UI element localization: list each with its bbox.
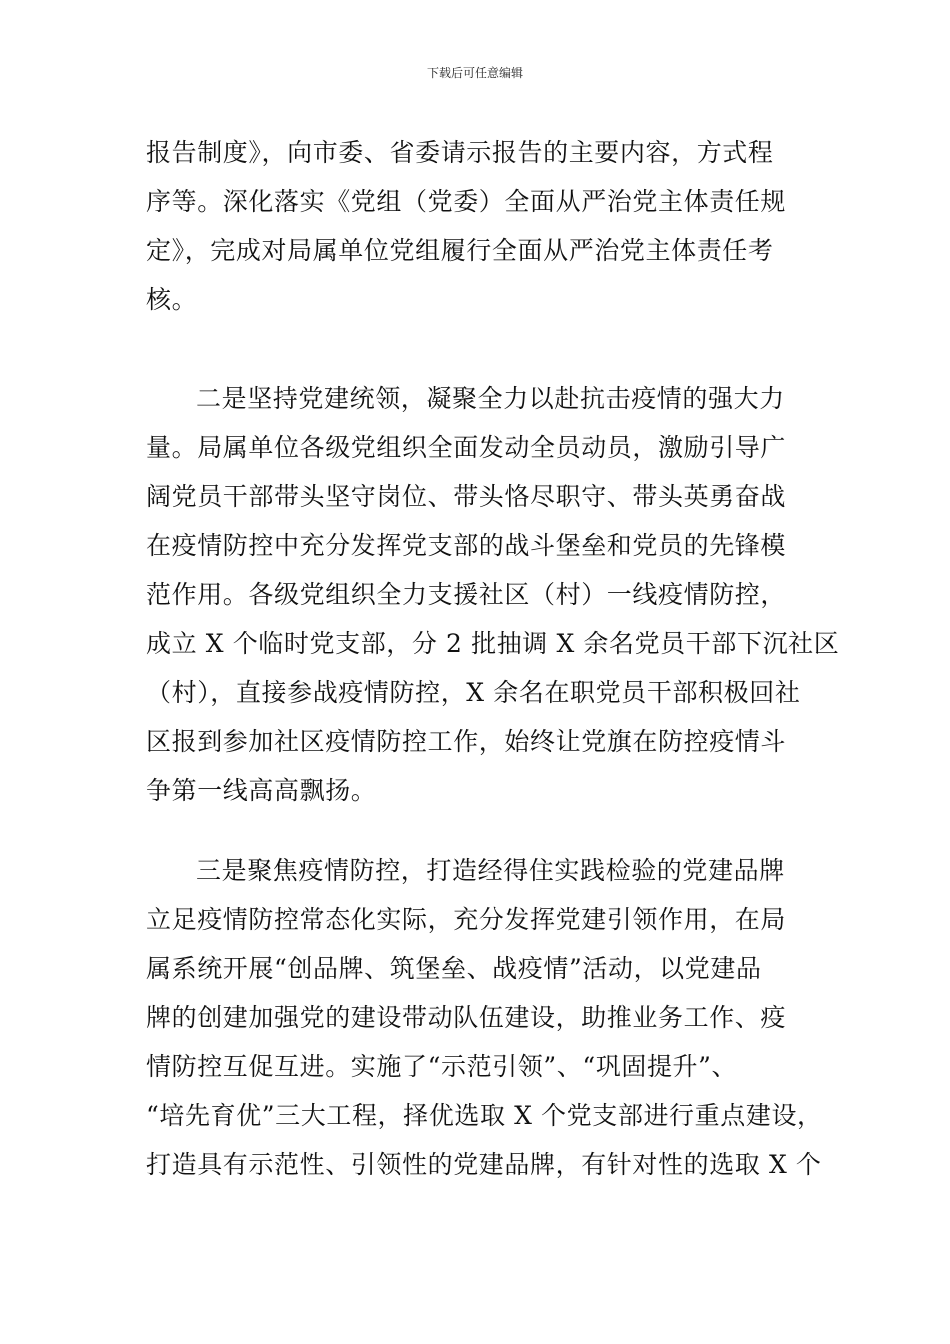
text-line: （村），直接参战疫情防控，X 余名在职党员干部积极回社 (146, 678, 801, 707)
paragraph-2 (146, 374, 840, 815)
text-line: 二是坚持党建统领，凝聚全力以赴抗击疫情的强大力 (196, 384, 785, 413)
text-line: 量。局属单位各级党组织全面发动全员动员，激励引导广 (146, 433, 787, 462)
paragraph-1 (146, 128, 836, 324)
text-line: 定》，完成对局属单位党组履行全面从严治党主体责任考 (146, 236, 774, 265)
paragraph-3 (146, 846, 836, 1189)
text-line: 序等。深化落实《党组（党委）全面从严治党主体责任规 (146, 187, 787, 216)
text-line: 阔党员干部带头坚守岗位、带头恪尽职守、带头英勇奋战 (146, 482, 787, 511)
text-line: 核。 (146, 285, 198, 314)
text-line: 报告制度》，向市委、省委请示报告的主要内容，方式程 (146, 138, 774, 167)
text-line: 成立 X 个临时党支部，分 2 批抽调 X 余名党员干部下沉社区 (146, 629, 840, 658)
text-line: 牌的创建加强党的建设带动队伍建设，助推业务工作、疫 (146, 1003, 787, 1032)
page-header: 下载后可任意编辑 (426, 66, 523, 80)
text-line: 范作用。各级党组织全力支援社区（村）一线疫情防控， (146, 580, 787, 609)
text-line: 属系统开展“创品牌、筑堡垒、战疫情”活动，以党建品 (146, 954, 762, 983)
text-line: 情防控互促互进。实施了“示范引领”、“巩固提升”、 (146, 1052, 738, 1081)
text-line: 争第一线高高飘扬。 (146, 776, 377, 805)
text-line: 三是聚焦疫情防控，打造经得住实践检验的党建品牌 (196, 856, 785, 885)
text-line: 打造具有示范性、引领性的党建品牌，有针对性的选取 X 个 (146, 1150, 822, 1179)
text-line: “培先育优”三大工程，择优选取 X 个党支部进行重点建设， (146, 1101, 823, 1130)
text-line: 立足疫情防控常态化实际，充分发挥党建引领作用，在局 (146, 905, 787, 934)
text-line: 在疫情防控中充分发挥党支部的战斗堡垒和党员的先锋模 (146, 531, 787, 560)
text-line: 区报到参加社区疫情防控工作，始终让党旗在防控疫情斗 (146, 727, 787, 756)
